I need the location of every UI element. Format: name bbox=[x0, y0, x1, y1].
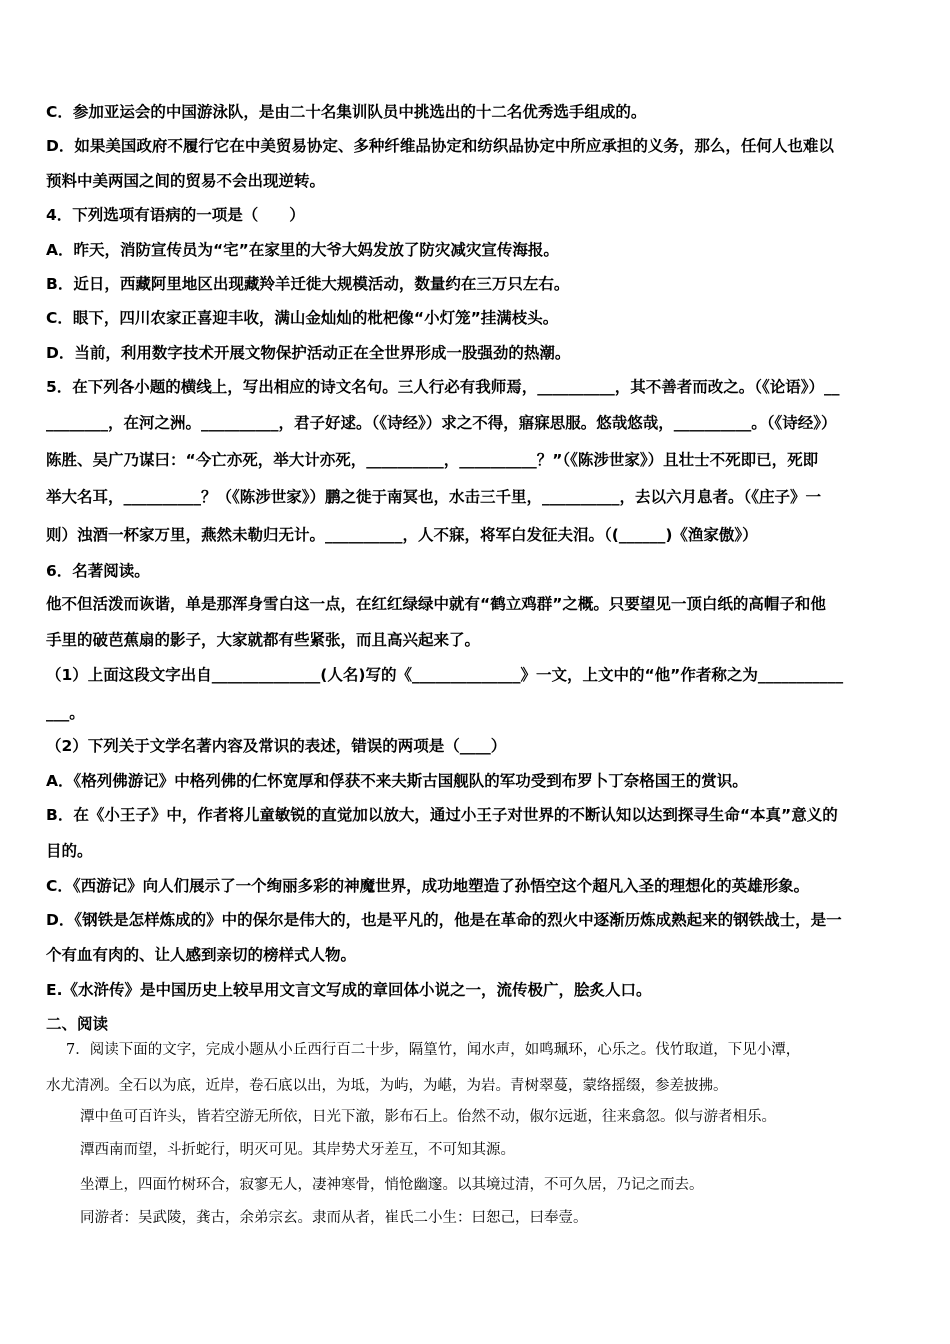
q3-option-d-line2: 预料中美两国之间的贸易不会出现逆转。 bbox=[46, 172, 326, 190]
q3-option-d-line1: D．如果美国政府不履行它在中美贸易协定、多种纤维品协定和纺织品协定中所应承担的义务，那么，任何人也难以 bbox=[46, 137, 834, 155]
q7-line1: 7．阅读下面的文字，完成小题从小丘西行百二十步，隔篁竹，闻水声，如鸣珮环，心乐之。伐竹取道，下见小潭， bbox=[66, 1042, 801, 1058]
q7-paragraph4: 坐潭上，四面竹树环合，寂寥无人，凄神寒骨，悄怆幽邃。以其境过清，不可久居，乃记之而去。 bbox=[80, 1177, 704, 1193]
q6-passage-line2: 手里的破芭蕉扇的影子，大家就都有些紧张，而且高兴起来了。 bbox=[46, 631, 481, 649]
q5-line3: 陈胜、吴广乃谋曰：“今亡亦死，举大计亦死，__________，__________？”（《陈涉世家》）且壮士不死即已，死即 bbox=[46, 451, 819, 469]
q6-option-e: E.《水浒传》是中国历史上较早用文言文写成的章回体小说之一，流传极广，脍炙人口。 bbox=[46, 981, 652, 999]
q6-sub1-line1: （1）上面这段文字出自______________(人名)写的《______________》一文，上文中的“他”作者称之为___________ bbox=[46, 666, 844, 684]
q6-option-d-line1: D．《钢铁是怎样炼成的》中的保尔是伟大的，也是平凡的，他是在革命的烈火中逐渐历炼成熟起来的钢铁战士，是一 bbox=[46, 911, 842, 929]
q5-line5: 则）浊酒一杯家万里，燕然未勒归无计。__________，人不寐，将军白发征夫泪。（(______)《渔家傲》） bbox=[46, 526, 758, 544]
q7-paragraph2: 潭中鱼可百许头，皆若空游无所依，日光下澈，影布石上。佁然不动，俶尔远逝，往来翕忽。似与游者相乐。 bbox=[80, 1109, 776, 1125]
q5-line4: 举大名耳，__________？（《陈涉世家》）鹏之徙于南冥也，水击三千里，__________，去以六月息者。（《庄子》一 bbox=[46, 488, 822, 506]
section-heading: 二、阅读 bbox=[46, 1015, 109, 1033]
q6-sub2-stem: （2）下列关于文学名著内容及常识的表述，错误的两项是（____） bbox=[46, 737, 507, 755]
q5-line2: ________，在河之洲。__________，君子好逑。（《诗经》）求之不得，寤寐思服。悠哉悠哉，__________。（《诗经》） bbox=[46, 414, 837, 432]
q6-stem: 6．名著阅读。 bbox=[46, 562, 150, 580]
q3-option-c: C．参加亚运会的中国游泳队，是由二十名集训队员中挑选出的十二名优秀选手组成的。 bbox=[46, 103, 647, 121]
q4-option-b: B．近日，西藏阿里地区出现藏羚羊迁徙大规模活动，数量约在三万只左右。 bbox=[46, 275, 570, 293]
q5-line1: 5．在下列各小题的横线上，写出相应的诗文名句。三人行必有我师焉，__________，其不善者而改之。（《论语》）__ bbox=[46, 378, 840, 396]
q6-option-b-line2: 目的。 bbox=[46, 842, 93, 860]
q7-paragraph3: 潭西南而望，斗折蛇行，明灭可见。其岸势犬牙差互，不可知其源。 bbox=[80, 1142, 515, 1158]
q6-passage-line1: 他不但活泼而诙谐，单是那浑身雪白这一点，在红红绿绿中就有“鹤立鸡群”之概。只要望见一顶白纸的高帽子和他 bbox=[46, 595, 826, 613]
q4-option-c: C．眼下，四川农家正喜迎丰收，满山金灿灿的枇杷像“小灯笼”挂满枝头。 bbox=[46, 309, 559, 327]
q4-stem: 4．下列选项有语病的一项是（ ） bbox=[46, 206, 305, 224]
q4-option-d: D．当前，利用数字技术开展文物保护活动正在全世界形成一股强劲的热潮。 bbox=[46, 344, 571, 362]
q6-sub1-line2: ___。 bbox=[46, 704, 85, 722]
q7-paragraph5: 同游者：吴武陵，龚古，余弟宗玄。隶而从者，崔氏二小生：曰恕己，曰奉壹。 bbox=[80, 1210, 588, 1226]
q6-option-b-line1: B．在《小王子》中，作者将儿童敏锐的直觉加以放大，通过小王子对世界的不断认知以达到探寻生命“本真”意义的 bbox=[46, 806, 838, 824]
q6-option-d-line2: 个有血有肉的、让人感到亲切的榜样式人物。 bbox=[46, 946, 357, 964]
q6-option-a: A．《格列佛游记》中格列佛的仁怀宽厚和俘获不来夫斯古国舰队的军功受到布罗卜丁奈格国王的赏识。 bbox=[46, 772, 748, 790]
q4-option-a: A．昨天，消防宣传员为“宅”在家里的大爷大妈发放了防灾减灾宣传海报。 bbox=[46, 241, 559, 259]
q7-line2: 水尤清冽。全石以为底，近岸，卷石底以出，为坻，为屿，为嵁，为岩。青树翠蔓，蒙络摇缀，参差披拂。 bbox=[46, 1078, 728, 1094]
q6-option-c: C．《西游记》向人们展示了一个绚丽多彩的神魔世界，成功地塑造了孙悟空这个超凡入圣的理想化的英雄形象。 bbox=[46, 877, 810, 895]
